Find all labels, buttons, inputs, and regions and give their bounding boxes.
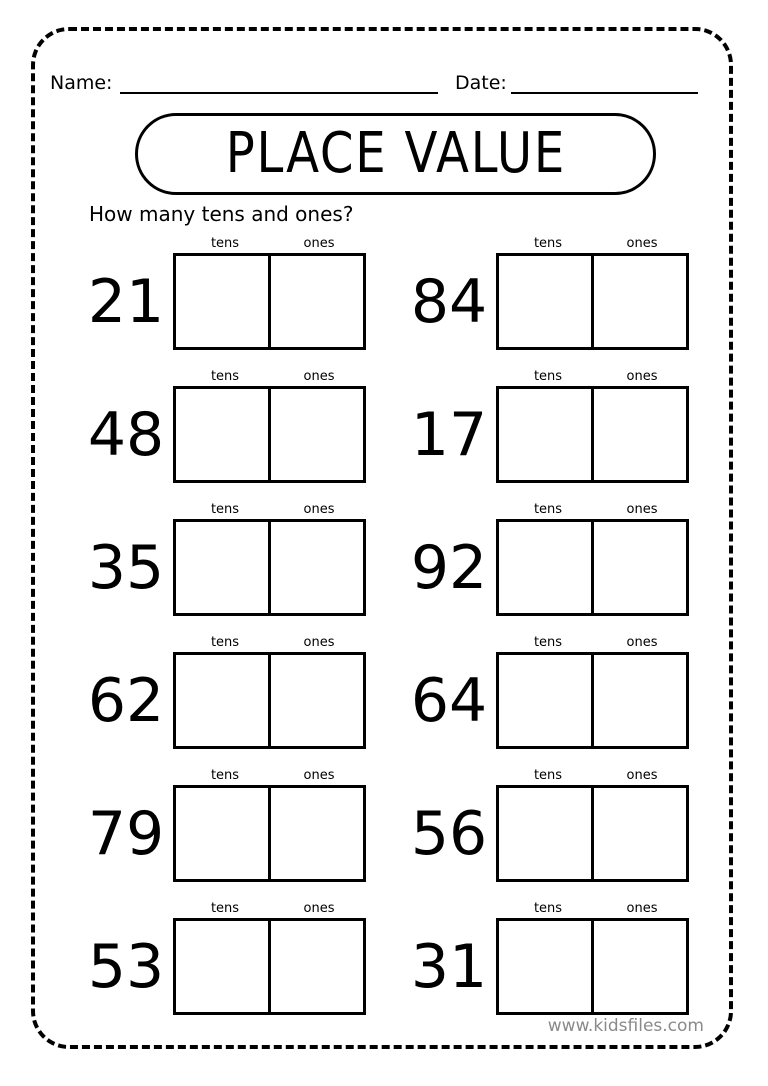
title-banner: [135, 113, 656, 195]
tens-label: tens: [210, 901, 240, 916]
answer-boxes: [173, 519, 366, 616]
ones-label: ones: [626, 635, 658, 650]
problem-number: 48: [87, 400, 165, 470]
ones-answer-box[interactable]: [271, 788, 363, 879]
tens-label: tens: [533, 768, 563, 783]
ones-answer-box[interactable]: [594, 389, 686, 480]
ones-label: ones: [303, 768, 335, 783]
problem-number: 64: [410, 666, 488, 736]
ones-label: ones: [626, 768, 658, 783]
answer-boxes: [496, 652, 689, 749]
tens-answer-box[interactable]: [499, 655, 594, 746]
tens-label: tens: [210, 768, 240, 783]
website-footer: www.kidsfiles.com: [547, 1016, 704, 1036]
tens-label: tens: [533, 901, 563, 916]
answer-boxes: [496, 386, 689, 483]
answer-boxes: [173, 253, 366, 350]
problem-number: 79: [87, 799, 165, 869]
ones-answer-box[interactable]: [594, 655, 686, 746]
problem-number: 56: [410, 799, 488, 869]
ones-label: ones: [626, 502, 658, 517]
tens-label: tens: [533, 502, 563, 517]
tens-answer-box[interactable]: [176, 921, 271, 1012]
problem-item: [401, 768, 721, 893]
problem-item: [401, 901, 721, 1026]
ones-label: ones: [303, 901, 335, 916]
problem-number: 31: [410, 932, 488, 1002]
problem-item: [401, 502, 721, 627]
problem-item: [78, 768, 398, 893]
problem-number: 53: [87, 932, 165, 1002]
ones-answer-box[interactable]: [594, 921, 686, 1012]
problem-item: [78, 901, 398, 1026]
name-rule: [120, 92, 438, 94]
answer-boxes: [173, 386, 366, 483]
problem-number: 62: [87, 666, 165, 736]
ones-answer-box[interactable]: [271, 655, 363, 746]
answer-boxes: [173, 918, 366, 1015]
ones-label: ones: [303, 635, 335, 650]
ones-label: ones: [303, 502, 335, 517]
problem-item: [401, 369, 721, 494]
problem-item: [401, 635, 721, 760]
tens-label: tens: [210, 236, 240, 251]
answer-boxes: [496, 519, 689, 616]
date-label: Date:: [455, 72, 507, 94]
tens-label: tens: [210, 635, 240, 650]
ones-answer-box[interactable]: [271, 389, 363, 480]
ones-label: ones: [303, 236, 335, 251]
problem-number: 35: [87, 533, 165, 603]
problem-item: [78, 635, 398, 760]
ones-label: ones: [626, 369, 658, 384]
answer-boxes: [173, 785, 366, 882]
page-title: PLACE VALUE: [225, 121, 566, 186]
tens-answer-box[interactable]: [499, 522, 594, 613]
tens-answer-box[interactable]: [499, 788, 594, 879]
ones-label: ones: [626, 901, 658, 916]
ones-answer-box[interactable]: [271, 256, 363, 347]
tens-answer-box[interactable]: [176, 256, 271, 347]
ones-label: ones: [303, 369, 335, 384]
problem-item: [78, 502, 398, 627]
tens-answer-box[interactable]: [176, 389, 271, 480]
tens-label: tens: [210, 369, 240, 384]
tens-answer-box[interactable]: [499, 256, 594, 347]
ones-answer-box[interactable]: [594, 788, 686, 879]
tens-answer-box[interactable]: [499, 921, 594, 1012]
problem-number: 17: [410, 400, 488, 470]
problem-item: [401, 236, 721, 361]
name-label: Name:: [50, 72, 113, 94]
ones-answer-box[interactable]: [594, 256, 686, 347]
instruction-text: How many tens and ones?: [89, 202, 354, 226]
ones-answer-box[interactable]: [271, 522, 363, 613]
problem-item: [78, 369, 398, 494]
answer-boxes: [496, 785, 689, 882]
tens-label: tens: [210, 502, 240, 517]
tens-answer-box[interactable]: [176, 788, 271, 879]
answer-boxes: [496, 918, 689, 1015]
problem-number: 21: [87, 267, 165, 337]
tens-label: tens: [533, 236, 563, 251]
tens-answer-box[interactable]: [499, 389, 594, 480]
problem-number: 92: [410, 533, 488, 603]
answer-boxes: [496, 253, 689, 350]
problem-number: 84: [410, 267, 488, 337]
tens-answer-box[interactable]: [176, 522, 271, 613]
tens-label: tens: [533, 635, 563, 650]
date-rule: [511, 92, 698, 94]
ones-answer-box[interactable]: [271, 921, 363, 1012]
problem-item: [78, 236, 398, 361]
tens-answer-box[interactable]: [176, 655, 271, 746]
ones-label: ones: [626, 236, 658, 251]
ones-answer-box[interactable]: [594, 522, 686, 613]
tens-label: tens: [533, 369, 563, 384]
answer-boxes: [173, 652, 366, 749]
